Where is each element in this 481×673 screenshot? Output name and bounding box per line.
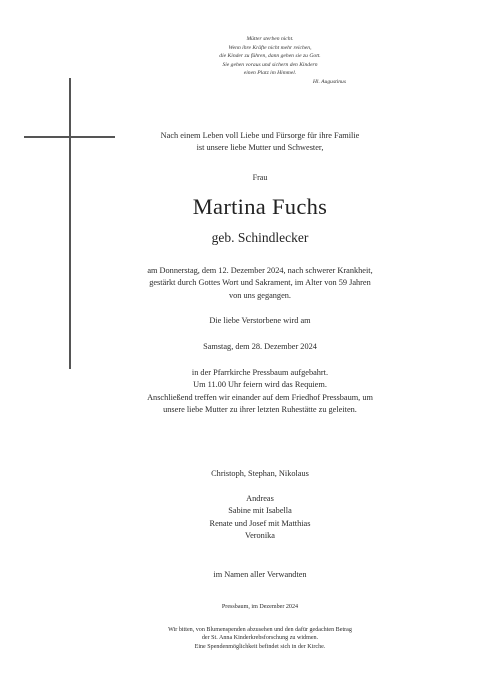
donation-line: Eine Spendenmöglichkeit befindet sich in der Kirche. xyxy=(194,643,326,650)
ceremony-line: Anschließend treffen wir einander auf dem Friedhof Pressbaum, um xyxy=(147,392,373,402)
donation-line: der St. Anna Kinderkrebsforschung zu widmen. xyxy=(201,635,319,642)
cross-vertical-bar xyxy=(69,78,71,369)
death-notice-line: am Donnerstag, dem 12. Dezember 2024, nach schwerer Krankheit, xyxy=(147,266,373,275)
death-notice xyxy=(110,265,410,302)
ceremony-line: in der Pfarrkirche Pressbaum aufgebahrt. xyxy=(191,368,329,377)
birth-name: geb. Schindlecker xyxy=(211,230,309,245)
mourner-line: Sabine mit Isabella xyxy=(228,506,292,516)
ceremony-line: Um 11.00 Uhr feiern wird das Requiem. xyxy=(193,380,327,390)
donation-request xyxy=(110,626,410,651)
death-notice-line: gestärkt durch Gottes Wort und Sakrament, im Alter von 59 Jahren xyxy=(149,278,371,288)
mourner-line: Renate und Josef mit Matthias xyxy=(209,518,311,528)
cross-horizontal-bar xyxy=(24,136,115,138)
poem-line: die Kinder zu führen, dann gehen sie zu Gott. xyxy=(219,53,321,60)
intro-line: Nach einem Leben voll Liebe und Fürsorge für ihre Familie xyxy=(160,131,360,140)
deceased-name: Martina Fuchs xyxy=(192,194,328,219)
mourners-family xyxy=(110,493,410,542)
ceremony-line: unsere liebe Mutter zu ihrer letzten Ruhestätte zu geleiten. xyxy=(163,404,357,414)
poem-line: Wenn ihre Kräfte nicht mehr reichen, xyxy=(228,44,312,51)
poem-line: einen Platz im Himmel. xyxy=(243,70,297,77)
donation-line: Wir bitten, von Blumenspenden abzusehen und den dafür gedachten Betrag xyxy=(168,627,352,633)
salutation: Frau xyxy=(252,173,268,182)
place-date: Pressbaum, im Dezember 2024 xyxy=(221,604,299,610)
mourner-line: Veronika xyxy=(245,530,275,540)
poem-quote xyxy=(190,35,350,87)
poem-line: Sie gehen voraus und sichern den Kindern xyxy=(222,61,318,68)
mourners-children: Christoph, Stephan, Nikolaus xyxy=(211,469,309,478)
poem-author: Hl. Augustinus xyxy=(312,78,346,85)
intro-text xyxy=(110,130,410,155)
ceremony-details xyxy=(110,367,410,416)
relatives-note: im Namen aller Verwandten xyxy=(213,570,307,579)
poem-line: Mütter sterben nicht. xyxy=(246,36,294,42)
mourner-line: Andreas xyxy=(246,494,274,503)
viewing-intro: Die liebe Verstorbene wird am xyxy=(209,316,311,325)
death-notice-line: von uns gegangen. xyxy=(229,290,291,300)
funeral-date: Samstag, dem 28. Dezember 2024 xyxy=(203,342,317,351)
intro-line: ist unsere liebe Mutter und Schwester, xyxy=(196,143,324,153)
